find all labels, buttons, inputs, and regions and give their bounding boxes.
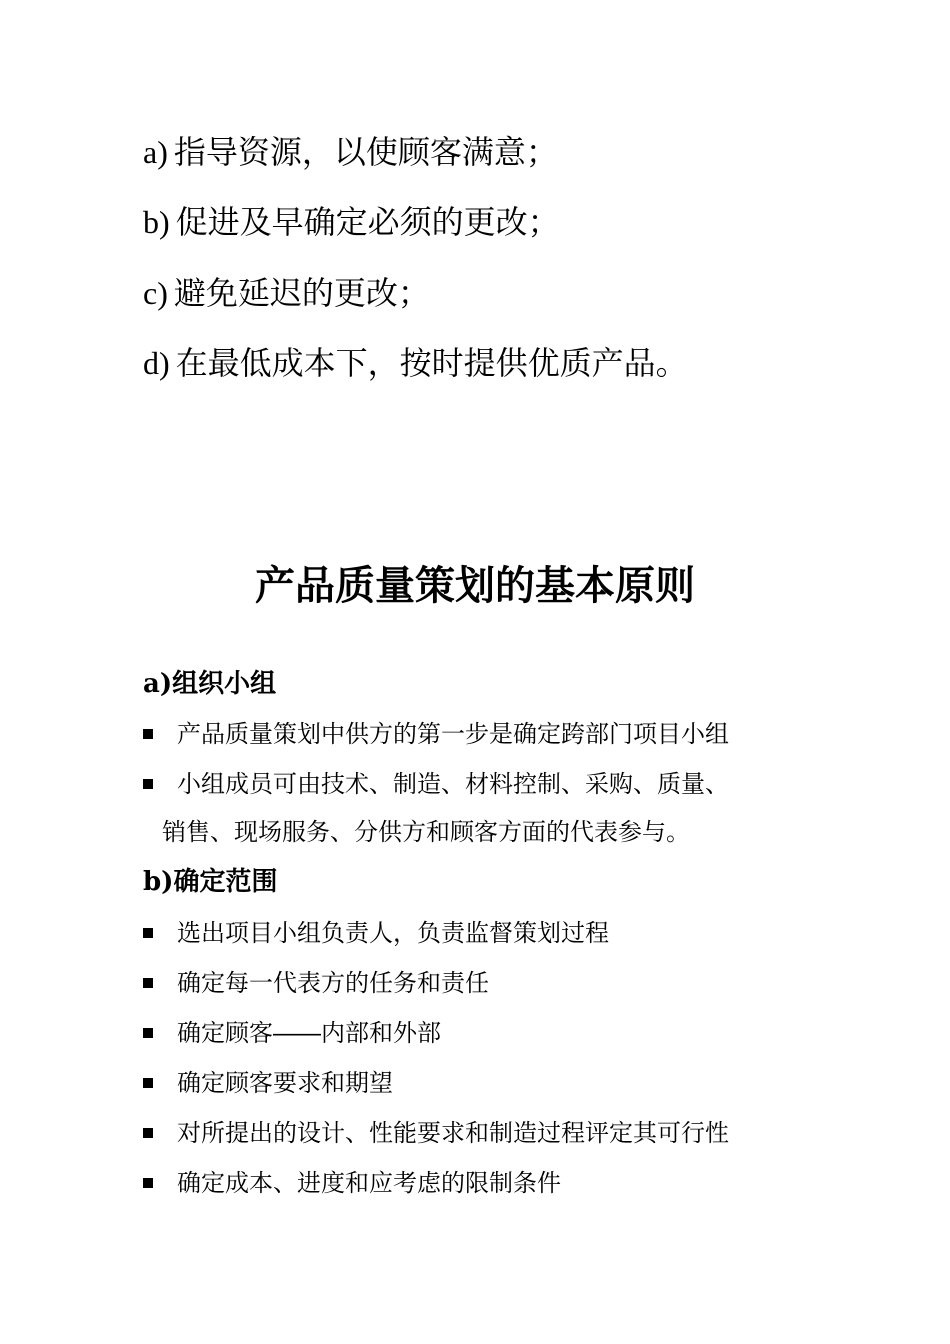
intro-marker: c) <box>143 275 168 311</box>
square-bullet-icon <box>143 978 153 988</box>
list-item <box>143 768 729 800</box>
square-bullet-icon <box>143 729 153 739</box>
intro-marker: a) <box>143 134 168 170</box>
list-item <box>143 1067 393 1099</box>
intro-text: 避免延迟的更改； <box>173 274 430 312</box>
list-item-text: 确定顾客――内部和外部 <box>177 1019 441 1047</box>
intro-item <box>143 273 430 313</box>
list-item <box>143 1017 441 1049</box>
list-item-text: 小组成员可由技术、制造、材料控制、采购、质量、 <box>177 770 729 798</box>
section-heading: a)组织小组 <box>143 669 277 699</box>
intro-marker: d) <box>143 345 170 381</box>
page-title: 产品质量策划的基本原则 <box>255 562 695 609</box>
list-item-text: 选出项目小组负责人，负责监督策划过程 <box>177 919 609 947</box>
list-item-text: 确定每一代表方的任务和责任 <box>177 969 489 997</box>
square-bullet-icon <box>143 928 153 938</box>
square-bullet-icon <box>143 1078 153 1088</box>
square-bullet-icon <box>143 1128 153 1138</box>
intro-text: 指导资源，以使顾客满意； <box>173 133 558 171</box>
intro-item <box>143 202 560 242</box>
intro-text: 在最低成本下，按时提供优质产品。 <box>175 344 688 382</box>
list-item-text: 对所提出的设计、性能要求和制造过程评定其可行性 <box>177 1119 729 1147</box>
list-item-continuation: 销售、现场服务、分供方和顾客方面的代表参与。 <box>162 818 690 846</box>
list-item-text: 产品质量策划中供方的第一步是确定跨部门项目小组 <box>177 720 729 748</box>
square-bullet-icon <box>143 1178 153 1188</box>
list-item-text: 确定顾客要求和期望 <box>177 1069 393 1097</box>
list-item <box>143 1117 729 1149</box>
intro-item <box>143 343 688 383</box>
list-item <box>143 1167 561 1199</box>
list-item-text: 确定成本、进度和应考虑的限制条件 <box>177 1169 561 1197</box>
square-bullet-icon <box>143 779 153 789</box>
list-item <box>143 718 729 750</box>
section-heading: b)确定范围 <box>143 867 278 897</box>
intro-text: 促进及早确定必须的更改； <box>175 203 560 241</box>
square-bullet-icon <box>143 1028 153 1038</box>
list-item <box>143 917 609 949</box>
list-item <box>143 967 489 999</box>
intro-marker: b) <box>143 204 170 240</box>
intro-item <box>143 132 558 172</box>
